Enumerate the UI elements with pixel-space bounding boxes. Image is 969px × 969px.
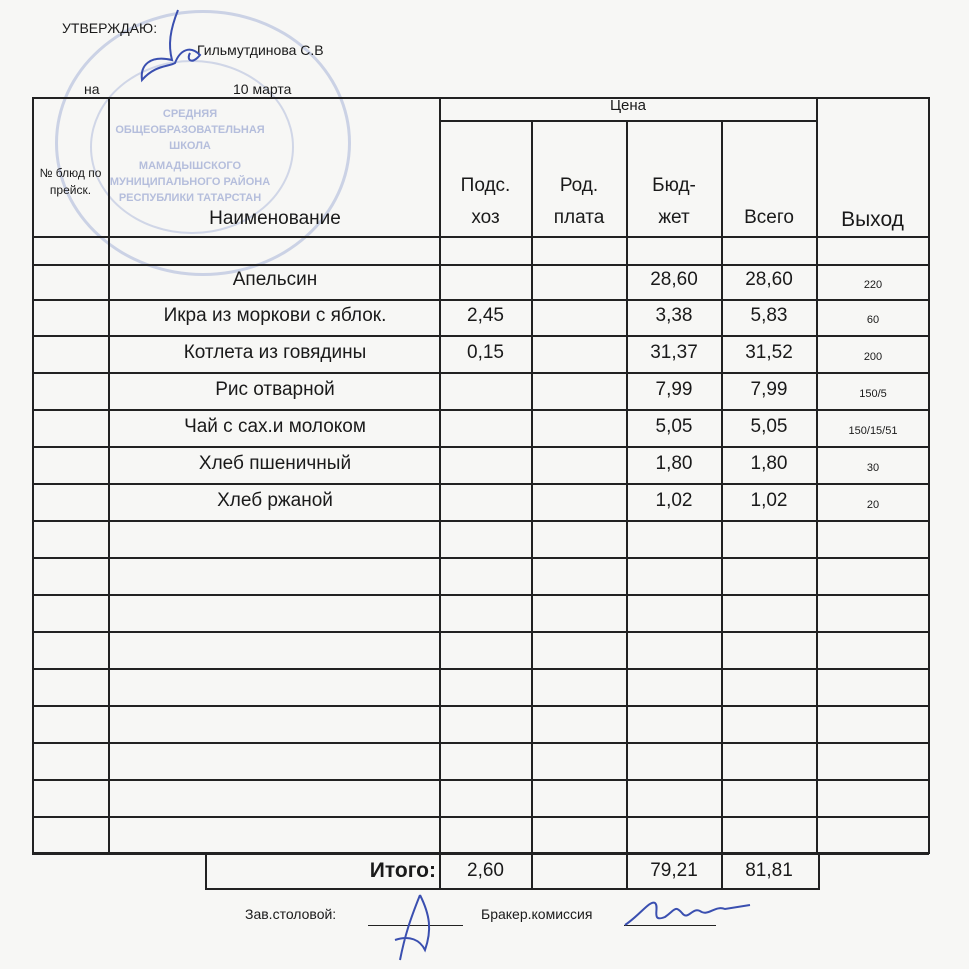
price-group-divider	[439, 120, 817, 122]
stamp-line-2: ОБЩЕОБРАЗОВАТЕЛЬНАЯ	[115, 124, 265, 136]
row-6-budget: 1,80	[655, 453, 693, 474]
totals-subsidiary: 2,60	[467, 860, 504, 881]
canteen-head-label: Зав.столовой:	[245, 906, 337, 922]
canteen-head-signature	[380, 890, 450, 965]
row-6-name: Хлеб пшеничный	[198, 453, 352, 474]
row-7-output: 20	[866, 499, 880, 511]
row-3-subsidiary: 0,15	[467, 342, 504, 363]
row-5-output: 150/15/51	[848, 425, 898, 437]
menu-date: 10 марта	[233, 81, 292, 97]
approve-label: УТВЕРЖДАЮ:	[62, 20, 158, 36]
totals-divider	[531, 854, 533, 890]
row-5-budget: 5,05	[655, 416, 693, 437]
stamp-line-1: СРЕДНЯЯ	[162, 108, 218, 120]
row-1-budget: 28,60	[650, 269, 698, 290]
row-3-budget: 31,37	[650, 342, 698, 363]
stamp-line-6: РЕСПУБЛИКИ ТАТАРСТАН	[118, 192, 262, 204]
row-divider	[32, 705, 929, 707]
row-divider	[32, 483, 929, 485]
row-7-name: Хлеб ржаной	[217, 490, 333, 511]
header-dish-no: № блюд по прейск.	[39, 166, 102, 197]
row-2-name: Икра из моркови с яблок.	[163, 305, 387, 326]
table-border-right	[928, 97, 930, 854]
header-budget-2: жет	[658, 207, 690, 228]
header-name: Наименование	[209, 208, 341, 229]
row-divider	[32, 446, 929, 448]
header-parent-pay-1: Род.	[559, 175, 599, 196]
stamp-line-5: МУНИЦИПАЛЬНОГО РАЙОНА	[109, 176, 271, 188]
date-on-label: на	[84, 81, 100, 97]
totals-border-left	[205, 854, 207, 890]
row-divider	[32, 409, 929, 411]
row-2-total: 5,83	[750, 305, 788, 326]
totals-border-bottom	[205, 888, 820, 890]
row-7-budget: 1,02	[655, 490, 693, 511]
row-2-budget: 3,38	[655, 305, 693, 326]
row-2-output: 60	[866, 314, 880, 326]
row-3-output: 200	[863, 351, 883, 363]
row-3-total: 31,52	[745, 342, 793, 363]
row-divider	[32, 668, 929, 670]
row-4-output: 150/5	[859, 388, 887, 400]
row-divider	[32, 264, 929, 266]
table-border-bottom	[32, 852, 929, 855]
approver-signature	[120, 5, 210, 100]
row-divider	[32, 520, 929, 522]
row-2-subsidiary: 2,45	[467, 305, 504, 326]
row-4-total: 7,99	[750, 379, 788, 400]
totals-budget: 79,21	[650, 860, 698, 881]
row-6-total: 1,80	[750, 453, 788, 474]
row-1-name: Апельсин	[232, 269, 318, 290]
stamp-line-4: МАМАДЫШСКОГО	[138, 160, 242, 172]
row-1-total: 28,60	[745, 269, 793, 290]
totals-border-right	[818, 854, 820, 890]
header-divider	[32, 236, 929, 238]
row-4-name: Рис отварной	[215, 379, 335, 400]
header-subsidiary-1: Подс.	[460, 175, 511, 196]
row-7-total: 1,02	[750, 490, 788, 511]
approver-name: Гильмутдинова С.В	[197, 42, 324, 58]
row-3-name: Котлета из говядины	[183, 342, 367, 363]
commission-label: Бракер.комиссия	[481, 906, 593, 922]
header-output: Выход	[841, 208, 904, 231]
row-5-total: 5,05	[750, 416, 788, 437]
commission-signature	[620, 895, 760, 935]
row-divider	[32, 335, 929, 337]
table-border-left	[32, 97, 34, 854]
header-budget-1: Бюд-	[652, 175, 696, 196]
row-1-output: 220	[863, 279, 883, 291]
stamp-line-3: ШКОЛА	[169, 140, 211, 152]
row-6-output: 30	[866, 462, 880, 474]
row-divider	[32, 594, 929, 596]
header-subsidiary-2: хоз	[471, 207, 500, 228]
row-divider	[32, 742, 929, 744]
row-divider	[32, 299, 929, 301]
header-price-group: Цена	[609, 97, 647, 114]
row-divider	[32, 372, 929, 374]
totals-total: 81,81	[745, 860, 793, 881]
row-divider	[32, 816, 929, 818]
row-divider	[32, 779, 929, 781]
totals-label: Итого:	[369, 859, 436, 882]
row-divider	[32, 557, 929, 559]
header-parent-pay-2: плата	[553, 207, 605, 228]
row-divider	[32, 631, 929, 633]
header-total: Всего	[744, 207, 794, 228]
row-5-name: Чай с сах.и молоком	[184, 416, 366, 437]
row-4-budget: 7,99	[655, 379, 693, 400]
